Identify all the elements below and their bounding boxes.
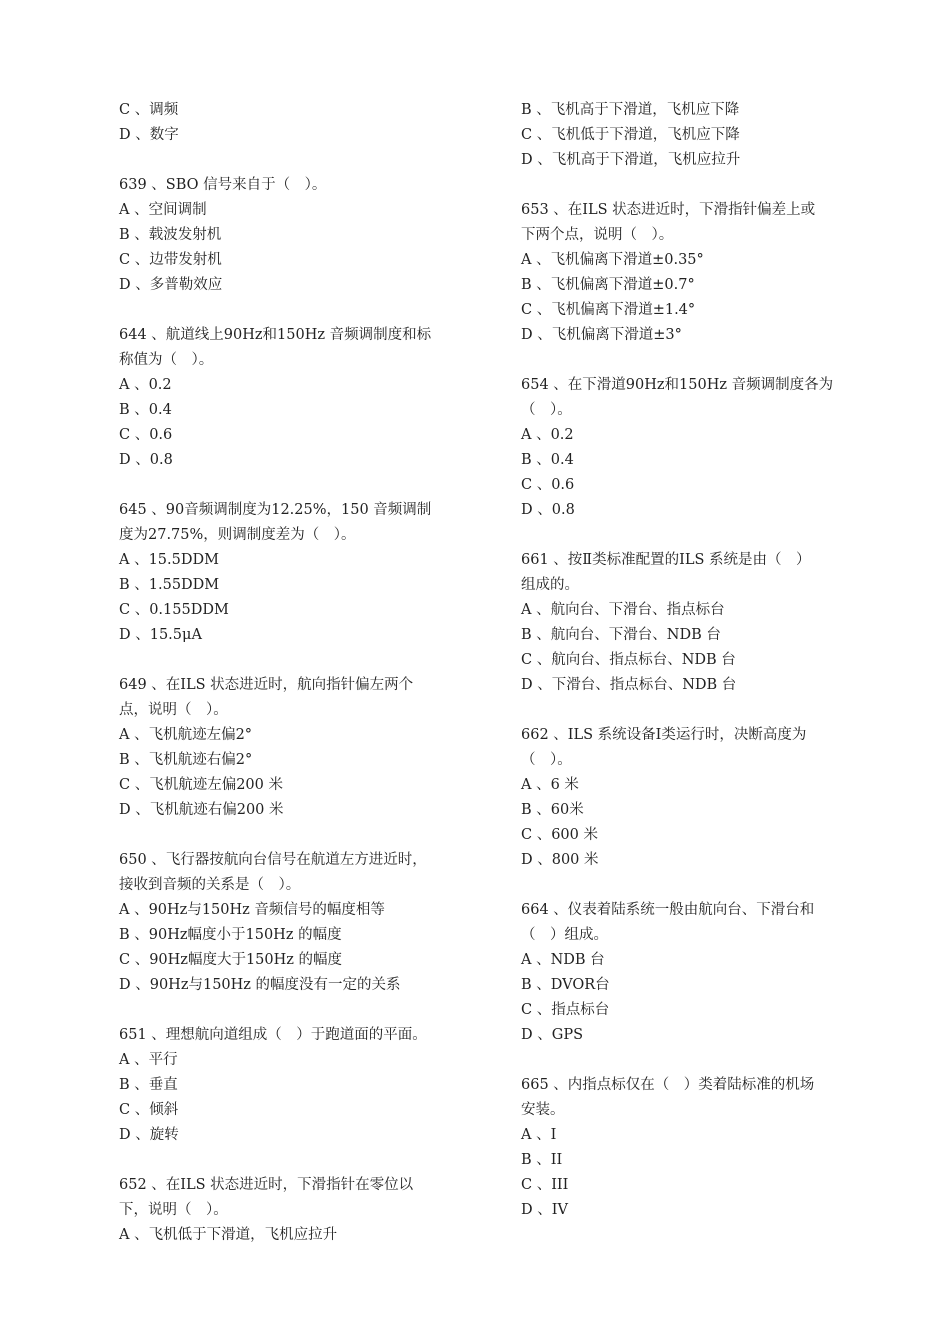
question-text: 接收到音频的关系是（ ）。 [119,877,301,893]
question-text: 644 、航道线上90Hz和150Hz 音频调制度和标 [119,327,432,343]
answer-option: A 、6 米 [521,777,579,793]
question-text: 称值为（ ）。 [119,352,214,368]
question-text: 664 、仪表着陆系统一般由航向台、下滑台和 [521,902,815,918]
question-text: （ ）。 [521,752,572,768]
answer-option: C 、飞机偏离下滑道±1.4° [521,302,696,318]
question-block-q645 [119,498,474,648]
answer-option: A 、NDB 台 [521,952,605,968]
question-block-q665 [521,1073,866,1223]
answer-option: D 、多普勒效应 [119,277,223,293]
answer-option: B 、垂直 [119,1077,178,1093]
answer-option: C 、航向台、指点标台、NDB 台 [521,652,736,668]
question-text: 661 、按Ⅱ类标准配置的ILS 系统是由（ ） [521,552,811,568]
answer-option: D 、旋转 [119,1127,179,1143]
answer-option: A 、0.2 [119,377,172,393]
question-text: （ ）组成。 [521,927,608,943]
answer-option: A 、空间调制 [119,202,207,218]
question-text: 650 、飞行器按航向台信号在航道左方进近时， [119,852,427,868]
question-block-q650 [119,848,474,998]
answer-option: D 、IV [521,1202,568,1218]
answer-option: D 、飞机偏离下滑道±3° [521,327,682,343]
question-block-cont-638 [119,98,474,148]
answer-option: D 、数字 [119,127,179,143]
question-block-cont-652 [521,98,866,173]
answer-option: B 、航向台、下滑台、NDB 台 [521,627,721,643]
answer-option: B 、0.4 [119,402,172,418]
question-block-q664 [521,898,866,1048]
question-text: 653 、在ILS 状态进近时，下滑指针偏差上或 [521,202,816,218]
answer-option: D 、飞机航迹右偏200 米 [119,802,284,818]
answer-option: D 、0.8 [119,452,173,468]
left-column [119,98,474,1273]
answer-option: D 、800 米 [521,852,599,868]
question-text: 点，说明（ ）。 [119,702,228,718]
question-text: 639 、SBO 信号来自于（ ）。 [119,177,327,193]
answer-option: A 、平行 [119,1052,178,1068]
answer-option: C 、0.6 [521,477,575,493]
question-block-q654 [521,373,866,523]
question-text: 652 、在ILS 状态进近时，下滑指针在零位以 [119,1177,414,1193]
question-block-q639 [119,173,474,298]
answer-option: C 、0.155DDM [119,602,229,618]
answer-option: B 、60米 [521,802,584,818]
question-block-q651 [119,1023,474,1148]
answer-option: B 、飞机航迹右偏2° [119,752,253,768]
answer-option: A 、15.5DDM [119,552,219,568]
answer-option: A 、0.2 [521,427,574,443]
answer-option: B 、II [521,1152,563,1168]
question-text: 安装。 [521,1102,565,1118]
answer-option: D 、0.8 [521,502,575,518]
question-block-q649 [119,673,474,823]
answer-option: C 、0.6 [119,427,173,443]
answer-option: D 、15.5μA [119,627,202,643]
question-text: 下两个点，说明（ ）。 [521,227,674,243]
answer-option: D 、下滑台、指点标台、NDB 台 [521,677,737,693]
question-text: 665 、内指点标仅在（ ）类着陆标准的机场 [521,1077,815,1093]
question-block-q661 [521,548,866,698]
answer-option: C 、倾斜 [119,1102,179,1118]
answer-option: A 、飞机航迹左偏2° [119,727,253,743]
answer-option: C 、III [521,1177,569,1193]
right-column [521,98,866,1248]
question-block-q662 [521,723,866,873]
answer-option: D 、飞机高于下滑道，飞机应拉升 [521,152,741,168]
question-text: 649 、在ILS 状态进近时，航向指针偏左两个 [119,677,414,693]
answer-option: A 、航向台、下滑台、指点标台 [521,602,725,618]
answer-option: C 、边带发射机 [119,252,222,268]
answer-option: C 、指点标台 [521,1002,610,1018]
question-text: 662 、ILS 系统设备Ⅰ类运行时，决断高度为 [521,727,807,743]
answer-option: D 、GPS [521,1027,584,1043]
question-block-q653 [521,198,866,348]
answer-option: D 、90Hz与150Hz 的幅度没有一定的关系 [119,977,401,993]
question-text: 645 、90音频调制度为12.25%，150 音频调制 [119,502,432,518]
question-text: 651 、理想航向道组成（ ）于跑道面的平面。 [119,1027,427,1043]
answer-option: C 、600 米 [521,827,598,843]
question-text: 下，说明（ ）。 [119,1202,228,1218]
answer-option: B 、1.55DDM [119,577,220,593]
answer-option: A 、飞机偏离下滑道±0.35° [521,252,704,268]
answer-option: C 、飞机低于下滑道，飞机应下降 [521,127,740,143]
answer-option: B 、DVOR台 [521,977,610,993]
question-text: （ ）。 [521,402,572,418]
answer-option: A 、飞机低于下滑道，飞机应拉升 [119,1227,338,1243]
question-text: 度为27.75%，则调制度差为（ ）。 [119,527,356,543]
answer-option: C 、调频 [119,102,179,118]
question-block-q652 [119,1173,474,1248]
question-block-q644 [119,323,474,473]
answer-option: B 、0.4 [521,452,574,468]
question-text: 654 、在下滑道90Hz和150Hz 音频调制度各为 [521,377,834,393]
answer-option: A 、90Hz与150Hz 音频信号的幅度相等 [119,902,385,918]
answer-option: C 、飞机航迹左偏200 米 [119,777,283,793]
answer-option: B 、飞机高于下滑道，飞机应下降 [521,102,740,118]
answer-option: C 、90Hz幅度大于150Hz 的幅度 [119,952,343,968]
answer-option: B 、载波发射机 [119,227,222,243]
answer-option: B 、飞机偏离下滑道±0.7° [521,277,695,293]
answer-option: A 、I [521,1127,557,1143]
answer-option: B 、90Hz幅度小于150Hz 的幅度 [119,927,342,943]
question-text: 组成的。 [521,577,579,593]
